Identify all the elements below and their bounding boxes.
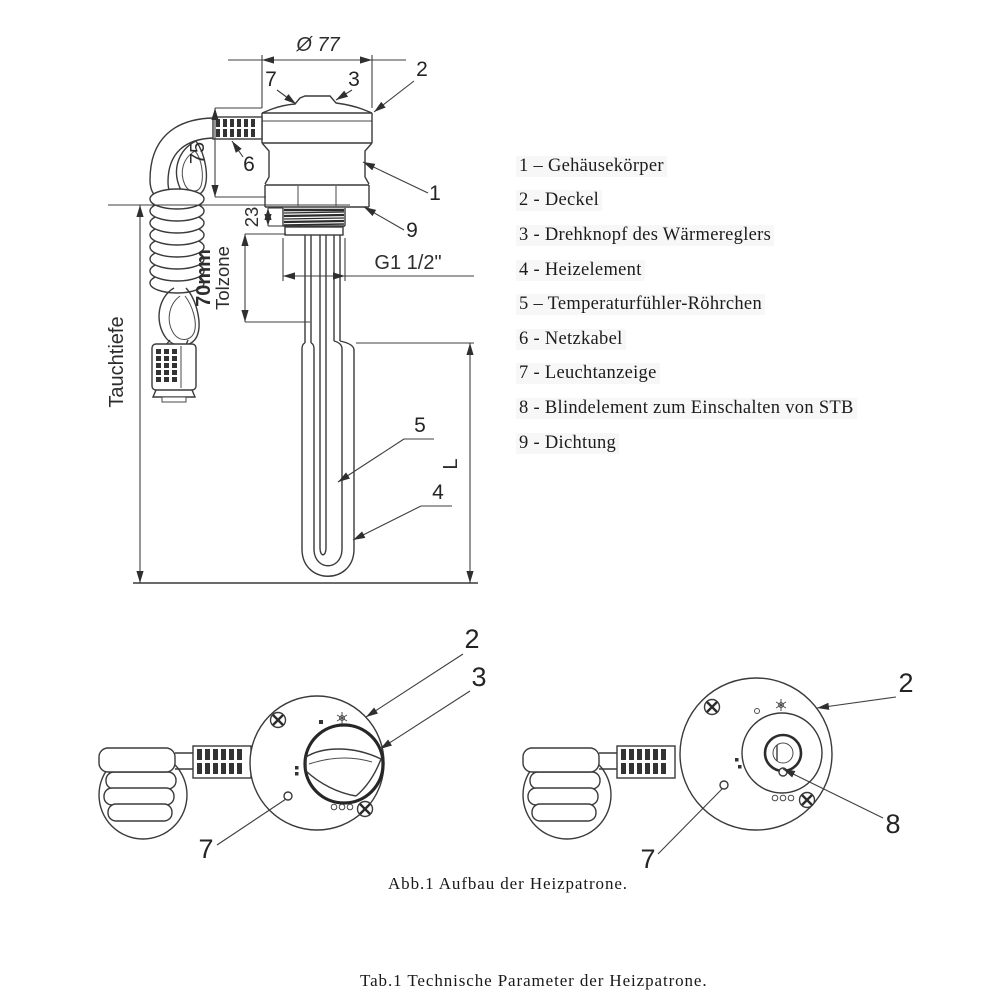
callout-7-lamp-front-r: 7 (640, 844, 656, 874)
callout-6-cable: 6 (243, 153, 255, 176)
scale-mark-min (319, 720, 323, 724)
legend-item-1 (516, 149, 857, 184)
callout-3-knob: 3 (348, 68, 360, 91)
scale-mark-left-1 (295, 766, 299, 770)
dim-23-group (241, 207, 283, 228)
legend-item-8 (516, 391, 857, 426)
dim-immersion-depth: Tauchtiefe (106, 316, 128, 408)
callout-8-blind: 8 (885, 809, 901, 839)
legend-text-5: 5 – Temperaturfühler-Röhrchen (516, 294, 765, 315)
legend-item-3 (516, 218, 857, 253)
front-view-with-knob (99, 624, 487, 864)
dim-75: 75 (187, 141, 209, 165)
callout-2-cover: 2 (416, 58, 428, 81)
dim-23: 23 (241, 206, 262, 228)
scale-mark-left-2 (295, 772, 299, 776)
dim-diameter: Ø 77 (296, 34, 340, 56)
legend-text-7: 7 - Leuchtanzeige (516, 363, 660, 384)
legend-item-6 (516, 322, 857, 357)
callout-5-sensor-tube: 5 (414, 414, 426, 437)
legend-item-4 (516, 253, 857, 288)
legend-item-9 (516, 426, 857, 461)
dim-deadzone-value: 70mm (193, 249, 215, 307)
scale-mark-left-1r (735, 758, 739, 762)
legend-text-1: 1 – Gehäusekörper (516, 156, 667, 177)
power-plug (152, 340, 196, 402)
plug-grille (156, 349, 177, 382)
callout-9-seal: 9 (406, 219, 418, 242)
legend-item-2 (516, 184, 857, 219)
dim-deadzone-word: Tolzone (212, 246, 233, 310)
dim-deadzone-group (193, 234, 310, 322)
thread-section (283, 208, 345, 226)
plug-right (523, 746, 675, 839)
callout-4-element: 4 (432, 481, 444, 504)
legend-text-4: 4 - Heizelement (516, 260, 645, 281)
legend-text-2: 2 - Deckel (516, 190, 602, 211)
housing-profile (262, 96, 372, 235)
callout-3-knob-front: 3 (471, 662, 487, 692)
dim-length-group (356, 343, 474, 583)
scale-mark-left-2r (738, 765, 742, 769)
dim-diameter-group (228, 34, 406, 108)
callout-7-lamp: 7 (265, 68, 277, 91)
screw-top-left-right-view (705, 700, 720, 715)
figure-caption: Abb.1 Aufbau der Heizpatrone. (388, 874, 628, 893)
callout-1-housing: 1 (429, 182, 441, 205)
legend-text-9: 9 - Dichtung (516, 433, 619, 454)
heating-element (302, 235, 354, 576)
screw-top-left (271, 713, 286, 728)
callout-2-cover-front-r: 2 (898, 668, 914, 698)
parts-legend (516, 149, 857, 460)
legend-text-3: 3 - Drehknopf des Wärmereglers (516, 225, 774, 246)
callout-2-cover-front: 2 (464, 624, 480, 654)
front-view-without-knob (523, 668, 914, 874)
table-caption: Tab.1 Technische Parameter der Heizpatrone. (360, 971, 708, 990)
legend-text-8: 8 - Blindelement zum Einschalten von STB (516, 398, 857, 419)
plug-left (99, 746, 251, 839)
legend-text-6: 6 - Netzkabel (516, 329, 626, 350)
dim-length: L (440, 458, 462, 470)
dim-thread-size: G1 1/2" (374, 252, 442, 274)
legend-item-7 (516, 357, 857, 392)
callout-7-lamp-front: 7 (198, 834, 214, 864)
legend-item-5 (516, 287, 857, 322)
screw-bottom-right-right-view (800, 793, 815, 808)
main-side-view (106, 34, 478, 583)
screw-bottom-right (358, 802, 373, 817)
